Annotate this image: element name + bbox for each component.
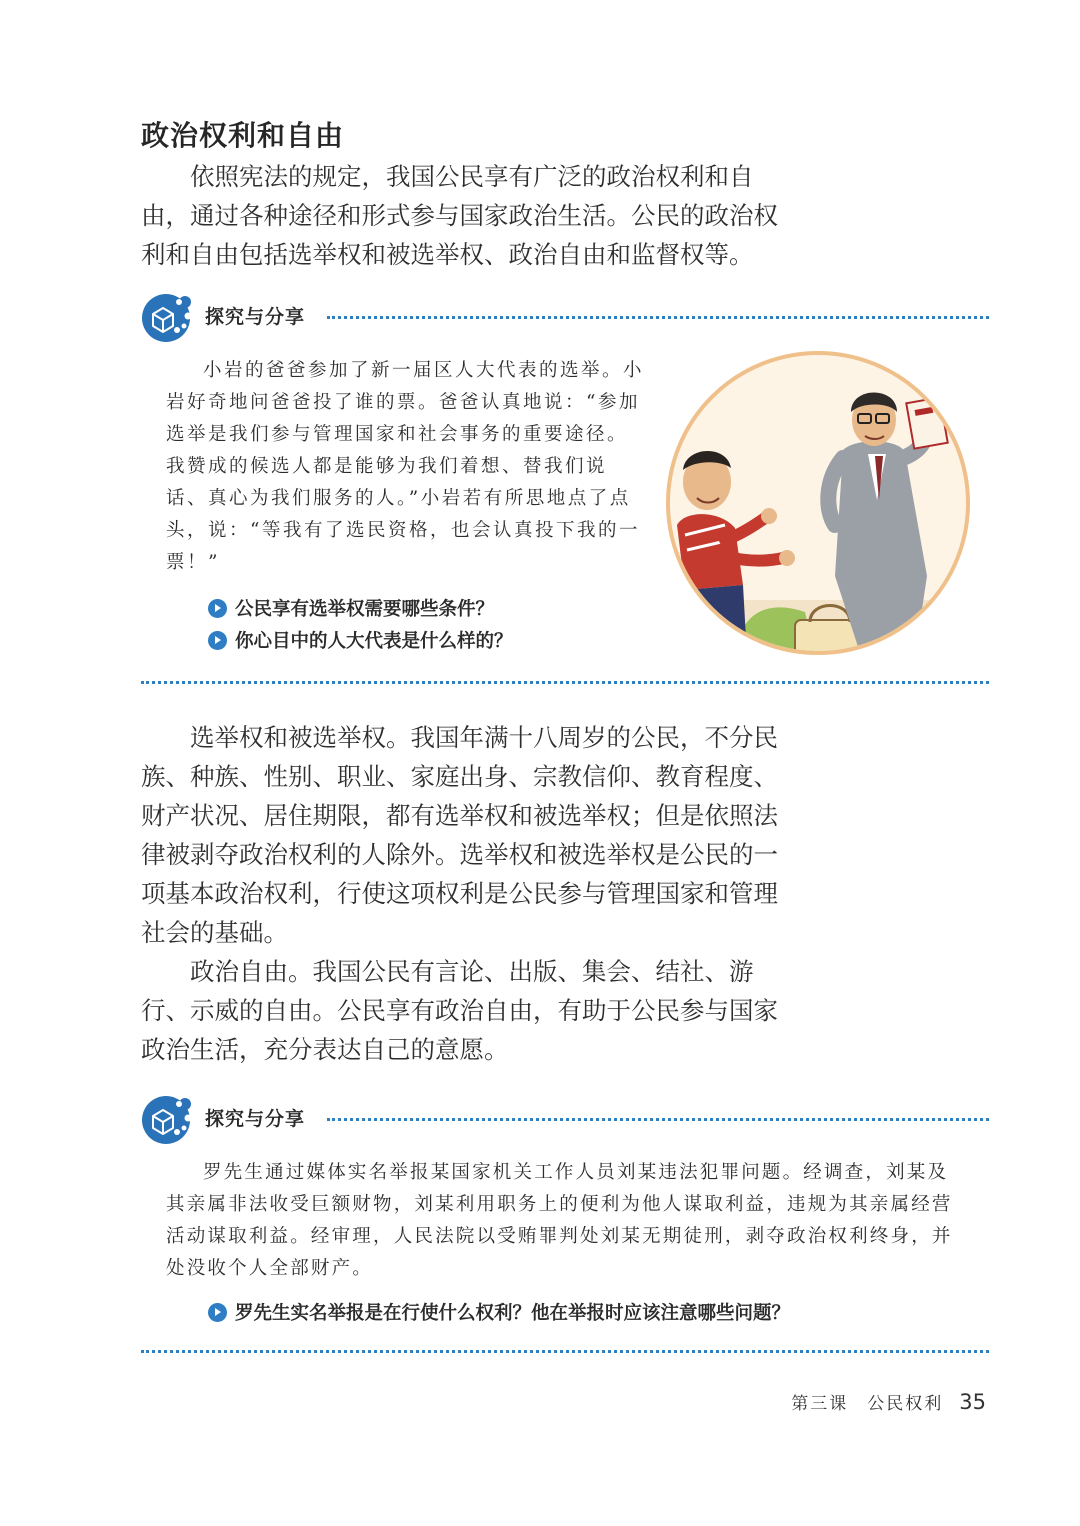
- father-son-voting-illustration: [665, 350, 971, 656]
- dotted-divider: [141, 681, 989, 684]
- explore-share-header: [141, 1092, 989, 1146]
- lesson-title: 第三课 公民权利: [791, 1394, 944, 1414]
- cube-molecule-icon: [141, 290, 195, 344]
- election-rights-paragraph: 选举权和被选举权。我国年满十八周岁的公民，不分民族、种族、性别、职业、家庭出身、宗教信仰、教育程度、财产状况、居住期限，都有选举权和被选举权；但是依照法律被剥夺政治权利的人除外。选举权和被选举权是公民的一项基本政治权利，行使这项权利是公民参与管理国家和管理社会的基础。: [141, 723, 778, 947]
- political-freedom-paragraph: 政治自由。我国公民有言论、出版、集会、结社、游行、示威的自由。公民享有政治自由，有助于公民参与国家政治生活，充分表达自己的意愿。: [141, 957, 778, 1064]
- question-list: [208, 1296, 790, 1328]
- explore-share-label: 探究与分享: [205, 1108, 306, 1130]
- dotted-divider: [141, 1350, 989, 1353]
- question-list: [208, 592, 513, 656]
- story-text: 罗先生通过媒体实名举报某国家机关工作人员刘某违法犯罪问题。经调查，刘某及其亲属非法收受巨额财物，刘某利用职务上的便利为他人谋取利益，违规为其亲属经营活动谋取利益。经审理，人民法院以受贿罪判处刘某无期徒刑，剥夺政治权利终身，并处没收个人全部财产。: [166, 1162, 953, 1279]
- question-item: [208, 1296, 790, 1328]
- arrow-circle-icon: [208, 631, 227, 650]
- story-text: 小岩的爸爸参加了新一届区人大代表的选举。小岩好奇地问爸爸投了谁的票。爸爸认真地说：“参加选举是我们参与管理国家和社会事务的重要途径。我赞成的候选人都是能够为我们着想、替我们说话、真心为我们服务的人。”小岩若有所思地点了点头，说：“等我有了选民资格，也会认真投下我的一票！”: [166, 360, 645, 573]
- arrow-circle-icon: [208, 599, 227, 618]
- cube-molecule-icon: [141, 1092, 195, 1146]
- question-item: [208, 592, 513, 624]
- question-text: 罗先生实名举报是在行使什么权利？他在举报时应该注意哪些问题？: [235, 1303, 791, 1324]
- page-footer: [791, 1389, 986, 1414]
- question-text: 你心目中的人大代表是什么样的？: [235, 631, 513, 652]
- section-title: 政治权利和自由: [141, 119, 345, 152]
- dotted-rule: [327, 1118, 989, 1121]
- question-text: 公民享有选举权需要哪些条件？: [235, 599, 495, 620]
- dotted-rule: [327, 316, 989, 319]
- arrow-circle-icon: [208, 1303, 227, 1322]
- question-item: [208, 624, 513, 656]
- intro-paragraph: 依照宪法的规定，我国公民享有广泛的政治权利和自由，通过各种途径和形式参与国家政治生活。公民的政治权利和自由包括选举权和被选举权、政治自由和监督权等。: [141, 162, 778, 269]
- page-number: 35: [959, 1390, 986, 1414]
- explore-share-header: [141, 290, 989, 344]
- explore-share-label: 探究与分享: [205, 306, 306, 328]
